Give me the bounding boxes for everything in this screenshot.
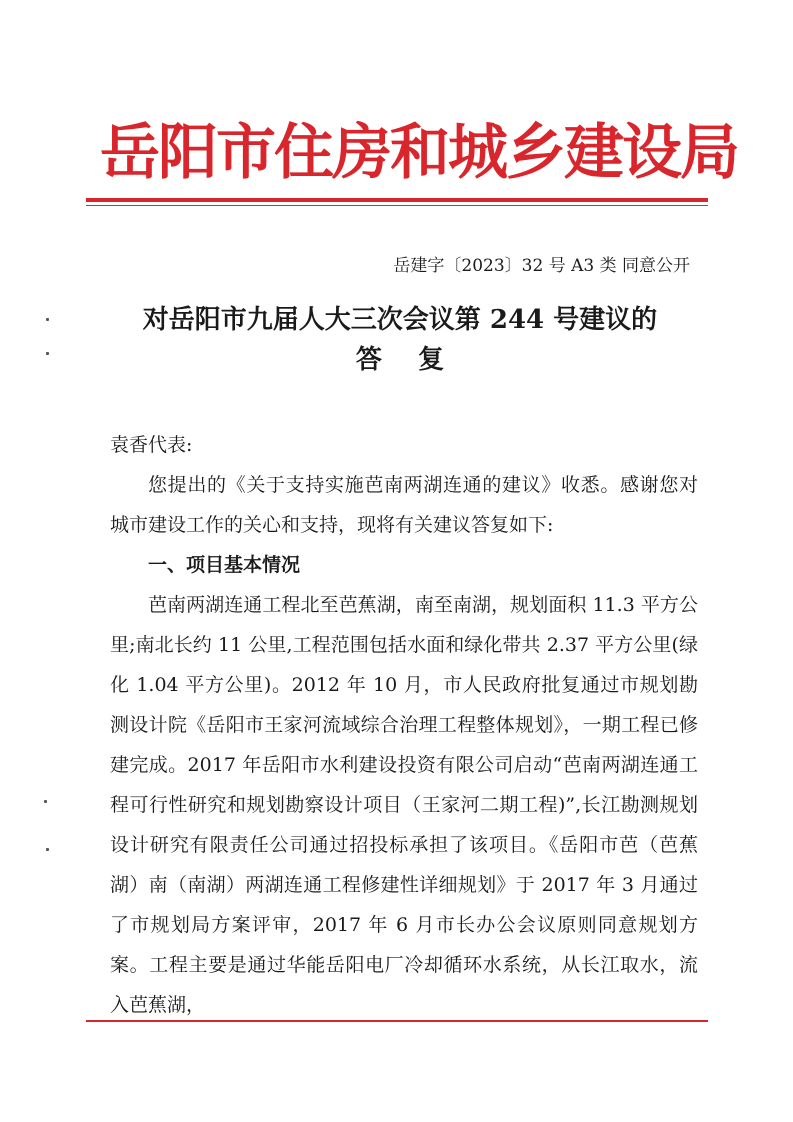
letterhead-rule-thick [86,198,708,202]
intro-paragraph: 您提出的《关于支持实施芭南两湖连通的建议》收悉。感谢您对城市建设工作的关心和支持，现将有关建议答复如下: [110,474,698,536]
scan-mark [46,318,49,321]
letterhead-rule-thin [86,205,708,206]
document-title-line-1: 对岳阳市九届人大三次会议第 244 号建议的 [142,305,658,335]
document-title [100,300,700,380]
section-1-paragraph: 芭南两湖连通工程北至芭蕉湖，南至南湖，规划面积 11.3 平方公里;南北长约 11 公里,工程范围包括水面和绿化带共 2.37 平方公里(绿化 1.04 平方公里)。2012 年 10 月，市人民政府批复通过市规划勘测设计院《岳阳市王家河流域综合治理工程整体规划》，一期工程已修建完成。2017 年岳阳市水利建设投资有限公司启动“芭南两湖连通工程可行性研究和规划勘察设计项目（王家河二期工程)”,长江勘测规划设计研究有限责任公司通过招投标承担了该项目。《岳阳市芭（芭蕉湖）南（南湖）两湖连通工程修建性详细规划》于 2017 年 3 月通过了市规划局方案评审，2017 年 6 月市长办公会议原则同意规划方案。工程主要是通过华能岳阳电厂冷却循环水系统，从长江取水，流入芭蕉湖， [110,594,698,1016]
letter-body [110,465,698,1025]
document-title-line-2: 答 复 [355,345,445,375]
scan-mark [46,848,49,851]
salutation: 袁香代表: [110,434,193,456]
scan-mark [44,800,47,803]
page-bottom-rule [86,1020,708,1022]
scan-mark [46,352,49,355]
agency-letterhead: 岳阳市住房和城乡建设局 [100,118,738,188]
document-number: 岳建字〔2023〕32 号 A3 类 同意公开 [393,256,690,276]
section-heading-1: 一、项目基本情况 [148,554,301,576]
